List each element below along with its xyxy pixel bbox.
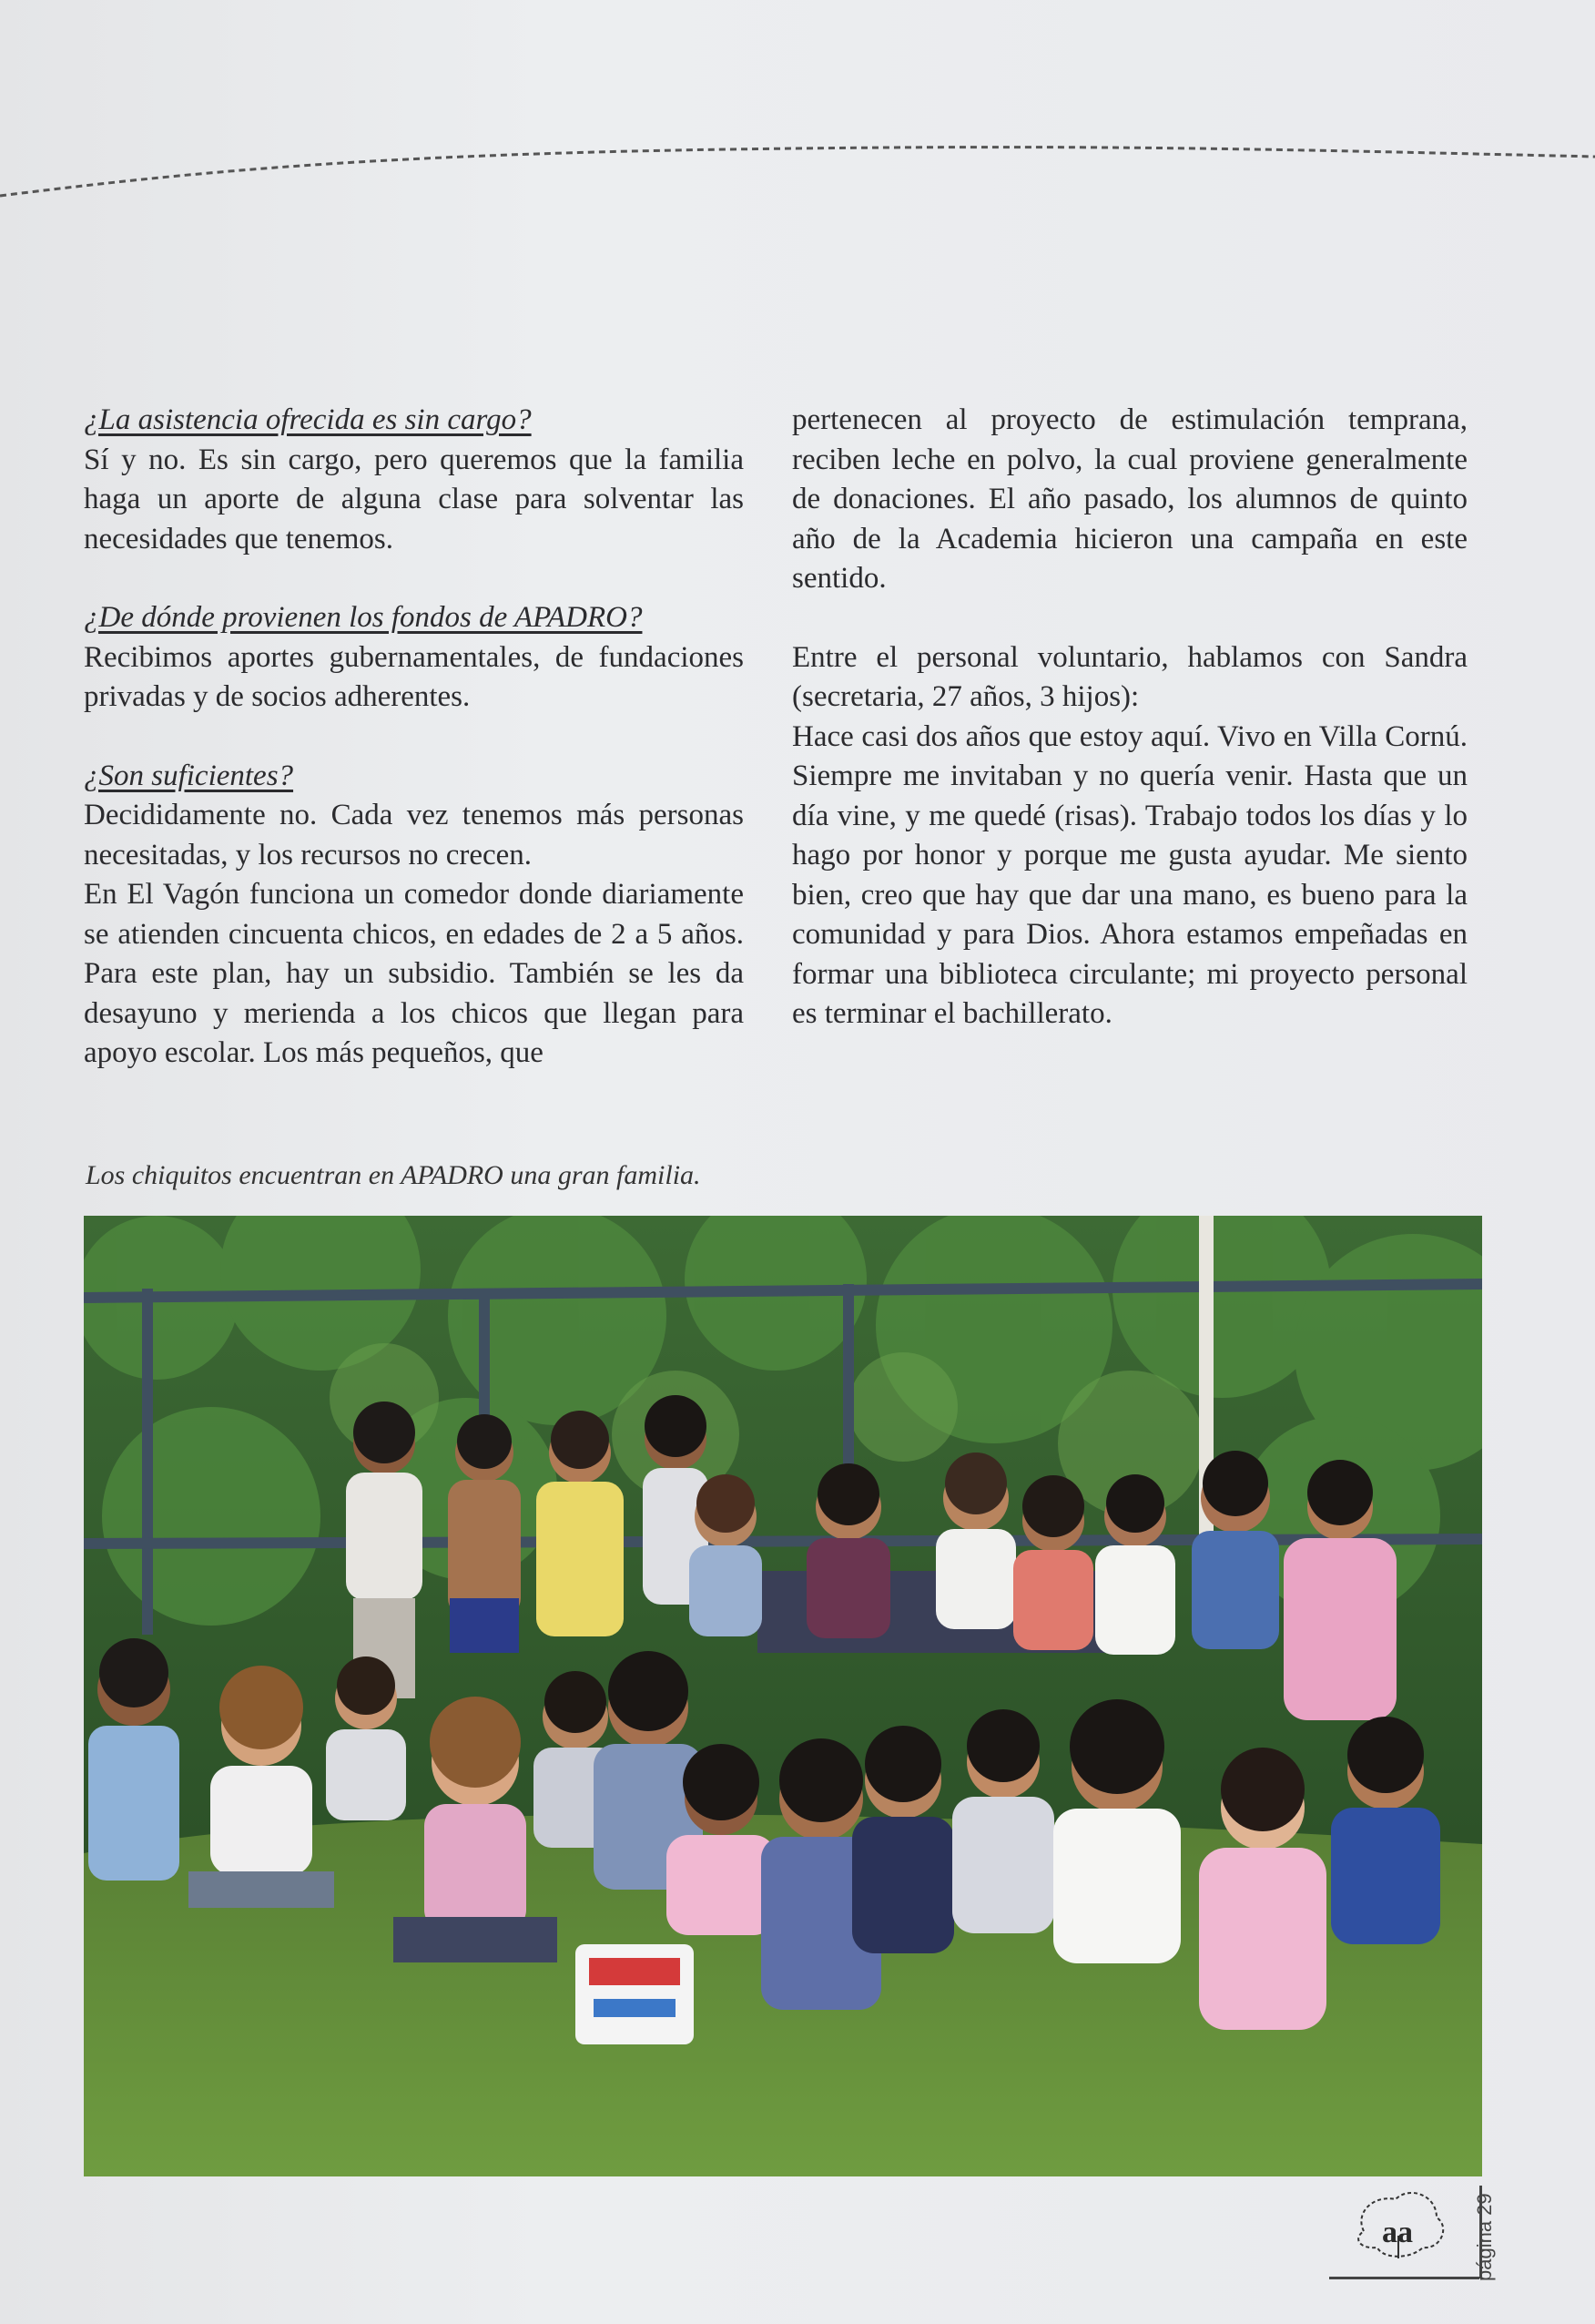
answer-3: Decididamente no. Cada vez tenemos más personas necesitadas, y los recursos no crecen. [84, 799, 744, 872]
photo-caption: Los chiquitos encuentran en APADRO una gran familia. [86, 1160, 701, 1190]
right-paragraph-3: Hace casi dos años que estoy aquí. Vivo en Villa Cornú. Siempre me invitaban y no quería venir. Hasta que un día vine, y me quedé (risas). Trabajo todos los días y lo hago por honor y porque me gusta ayudar. Me siento bien, creo que hay que dar una mano, es bueno para la comunidad y para Dios. Ahora estamos empeñadas en formar una biblioteca circulante; mi proyecto personal es terminar el bachillerato. [792, 719, 1468, 1030]
question-2: ¿De dónde provienen los fondos de APADRO? [84, 601, 643, 634]
left-column [84, 401, 744, 1074]
answer-2: Recibimos aportes gubernamentales, de fundaciones privadas y de socios adherentes. [84, 640, 744, 713]
question-3: ¿Son suficientes? [84, 759, 294, 792]
footer-rule [1329, 2277, 1479, 2279]
right-paragraph-2: Entre el personal voluntario, hablamos con Sandra (secretaria, 27 años, 3 hijos): [792, 640, 1468, 713]
answer-1: Sí y no. Es sin cargo, pero queremos que la familia haga un aporte de alguna clase para solventar las necesidades que tenemos. [84, 443, 744, 556]
apadro-logo [1346, 2186, 1455, 2269]
dashed-divider [0, 137, 1595, 209]
children-group-photo [84, 1216, 1482, 2176]
question-1: ¿La asistencia ofrecida es sin cargo? [84, 403, 532, 436]
answer-3-continued: En El Vagón funciona un comedor donde diariamente se atienden cincuenta chicos, en edades de 2 a 5 años. Para este plan, hay un subsidio. También se les da desayuno y merienda a los chicos que llegan para apoyo escolar. Los más pequeños, que [84, 878, 744, 1069]
page-number: página 29 [1473, 2193, 1496, 2281]
svg-text:aa: aa [1382, 2216, 1413, 2249]
right-column [792, 401, 1468, 1035]
right-paragraph-1: pertenecen al proyecto de estimulación temprana, reciben leche en polvo, la cual proviene generalmente de donaciones. El año pasado, los alumnos de quinto año de la Academia hicieron una campaña en este sentido. [792, 403, 1468, 595]
